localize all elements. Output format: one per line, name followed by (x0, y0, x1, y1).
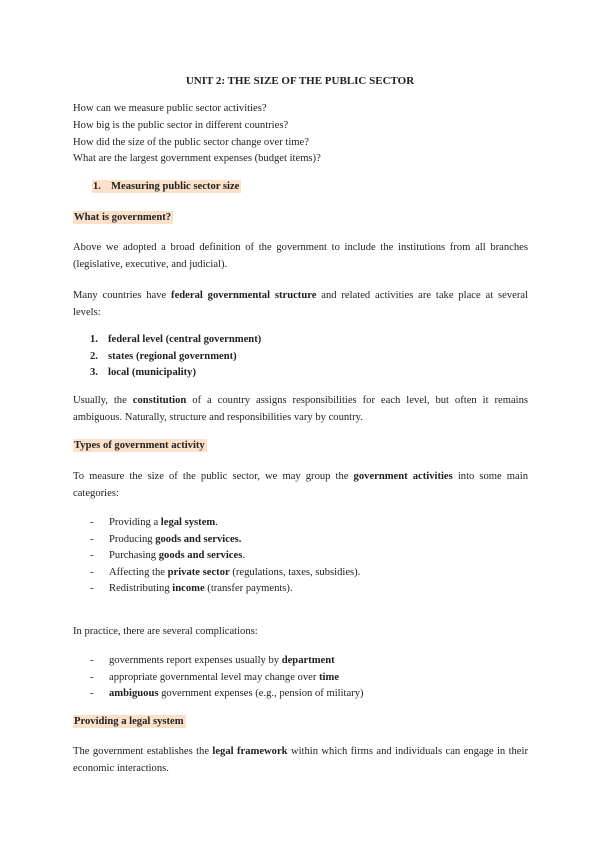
section-title: Measuring public sector size (111, 181, 240, 192)
paragraph-federal-structure: Many countries have federal governmental structure and related activities are take place at several levels: (73, 290, 529, 318)
page-title: UNIT 2: THE SIZE OF THE PUBLIC SECTOR (185, 75, 415, 87)
list-item: - appropriate governmental level may change over time (90, 671, 340, 683)
list-item: 3. local (municipality) (90, 367, 196, 378)
question-4: What are the largest government expenses (budget items)? (73, 153, 321, 164)
list-item: - governments report expenses usually by department (90, 655, 335, 666)
paragraph-complications: In practice, there are several complications: (73, 626, 258, 637)
question-2: How big is the public sector in different countries? (73, 120, 289, 131)
paragraph-legal-framework: The government establishes the legal framework within which firms and individuals can engage in their economic interactions. (73, 746, 528, 774)
question-3: How did the size of the public sector change over time? (73, 137, 309, 148)
subheading-legal-system: Providing a legal system (74, 716, 184, 727)
list-item: - Affecting the private sector (regulations, taxes, subsidies). (90, 566, 361, 578)
list-item: 2. states (regional government) (90, 350, 237, 362)
government-levels-list (73, 332, 261, 382)
list-item: - Purchasing goods and services. (90, 550, 245, 561)
subheading-types-of-activity: Types of government activity (74, 440, 205, 451)
section-heading-1 (92, 179, 547, 196)
paragraph-constitution: Usually, the constitution of a country assigns responsibilities for each level, but often it remains ambiguous. Naturally, structure and responsibilities vary by country. (73, 395, 529, 423)
complications-list (73, 653, 528, 703)
question-1: How can we measure public sector activities? (73, 103, 267, 114)
list-item: 1. federal level (central government) (90, 334, 262, 345)
list-item: - Redistributing income (transfer payments). (90, 583, 293, 594)
subheading-what-is-government: What is government? (74, 212, 172, 223)
paragraph-activities-intro: To measure the size of the public sector, we may group the government activities into some main categories: (73, 471, 528, 499)
list-item: - Providing a legal system. (90, 517, 218, 528)
list-item: - Producing goods and services. (90, 533, 242, 545)
section-number: 1. (93, 181, 101, 192)
paragraph-definition: Above we adopted a broad definition of the government to include the institutions from all branches (legislative, executive, and judicial). (73, 242, 528, 270)
list-item: - ambiguous government expenses (e.g., pension of military) (90, 688, 364, 699)
activities-list (73, 515, 528, 598)
